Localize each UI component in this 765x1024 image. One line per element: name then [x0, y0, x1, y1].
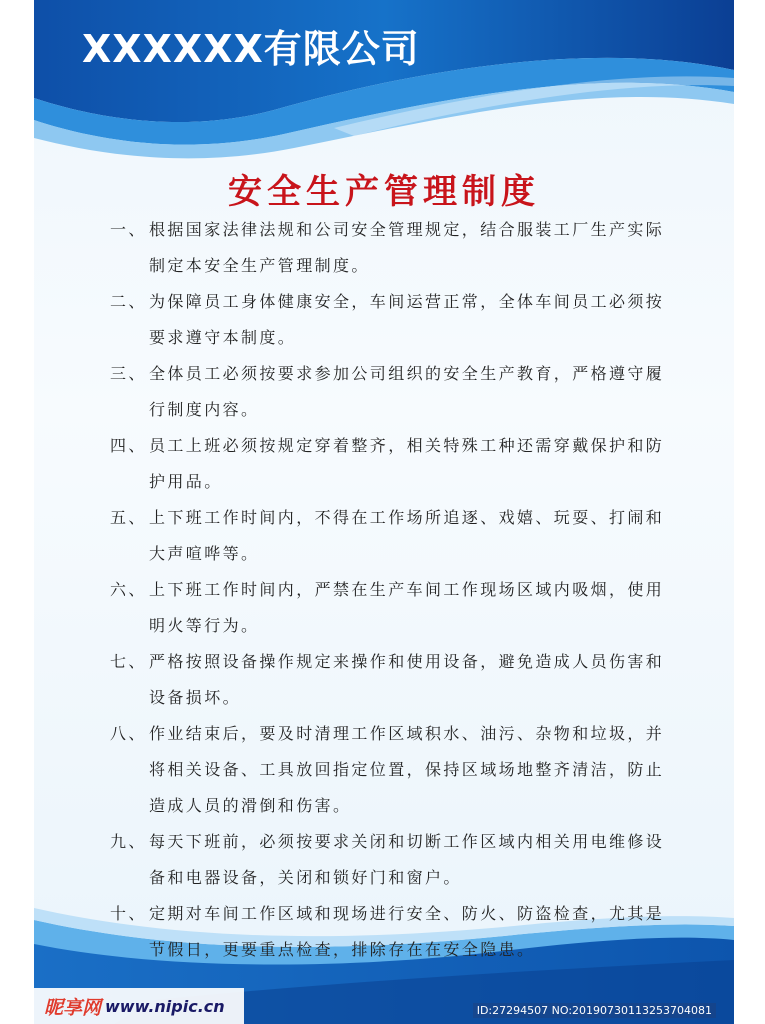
- rule-number: 五、: [110, 508, 147, 527]
- rule-text: 作业结束后，要及时清理工作区域积水、油污、杂物和垃圾，并将相关设备、工具放回指定位置，保持区域场地整齐清洁，防止造成人员的滑倒和伤害。: [149, 724, 665, 815]
- rule-number: 三、: [110, 364, 147, 383]
- rule-number: 四、: [110, 436, 147, 455]
- site-watermark: [34, 988, 244, 1024]
- rule-item: [110, 644, 670, 716]
- rule-number: 七、: [110, 652, 147, 671]
- watermark-url: www.nipic.cn: [105, 996, 225, 1016]
- rule-item: [110, 716, 670, 824]
- rule-item: [110, 428, 670, 500]
- rule-number: 一、: [110, 220, 147, 239]
- rule-number: 六、: [110, 580, 147, 599]
- rule-text: 每天下班前，必须按要求关闭和切断工作区域内相关用电维修设备和电器设备，关闭和锁好门和窗户。: [149, 832, 665, 887]
- rule-item: [110, 572, 670, 644]
- rule-number: 二、: [110, 292, 147, 311]
- rule-number: 十、: [110, 904, 147, 923]
- rule-text: 全体员工必须按要求参加公司组织的安全生产教育，严格遵守履行制度内容。: [149, 364, 665, 419]
- rules-list: [110, 212, 670, 968]
- document-title: 安全生产管理制度: [228, 172, 540, 212]
- image-id-watermark: ID:27294507 NO:20190730113253704081: [473, 1003, 716, 1018]
- poster: [34, 0, 734, 1024]
- rule-text: 为保障员工身体健康安全，车间运营正常，全体车间员工必须按要求遵守本制度。: [149, 292, 665, 347]
- rule-text: 员工上班必须按规定穿着整齐，相关特殊工种还需穿戴保护和防护用品。: [149, 436, 665, 491]
- watermark-logo: 昵享网: [44, 996, 102, 1019]
- rule-text: 根据国家法律法规和公司安全管理规定，结合服装工厂生产实际制定本安全生产管理制度。: [149, 220, 665, 275]
- rule-number: 九、: [110, 832, 147, 851]
- rule-text: 定期对车间工作区域和现场进行安全、防火、防盗检查，尤其是节假日，更要重点检查，排除存在在安全隐患。: [149, 904, 665, 959]
- rule-number: 八、: [110, 724, 147, 743]
- rule-text: 上下班工作时间内，严禁在生产车间工作现场区域内吸烟，使用明火等行为。: [149, 580, 665, 635]
- rule-item: [110, 212, 670, 284]
- company-name: XXXXXX有限公司: [82, 27, 420, 71]
- rule-text: 严格按照设备操作规定来操作和使用设备，避免造成人员伤害和设备损坏。: [149, 652, 665, 707]
- rule-item: [110, 500, 670, 572]
- rule-text: 上下班工作时间内，不得在工作场所追逐、戏嬉、玩耍、打闹和大声喧哗等。: [149, 508, 665, 563]
- rule-item: [110, 284, 670, 356]
- rule-item: [110, 356, 670, 428]
- rule-item: [110, 824, 670, 896]
- rule-item: [110, 896, 670, 968]
